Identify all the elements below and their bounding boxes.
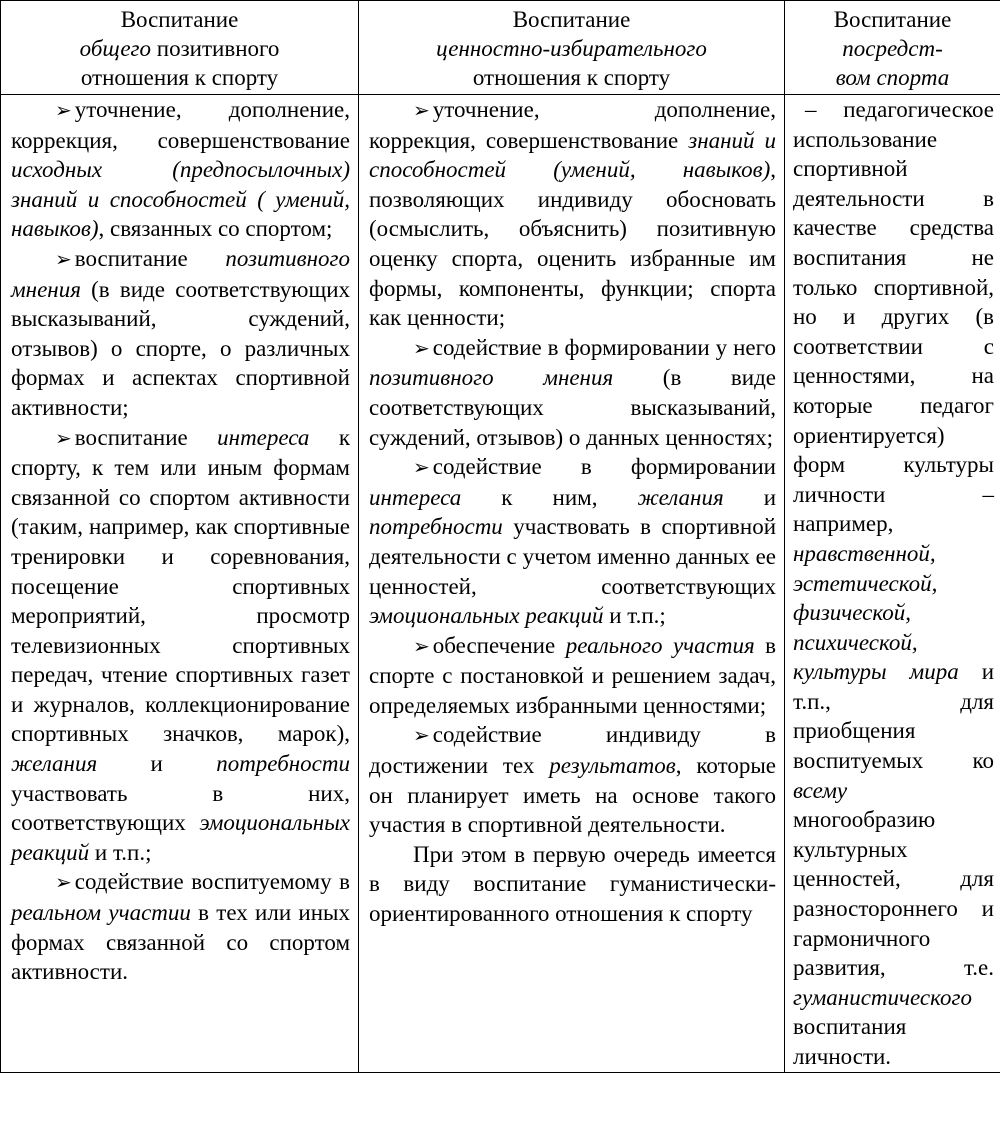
italic-text: результатов xyxy=(549,753,676,779)
content-row xyxy=(1,95,1000,1073)
italic-text: позитивного мнения xyxy=(369,365,614,391)
header-cell xyxy=(359,1,785,95)
column-through-sport xyxy=(785,95,1000,1073)
text-run: Воспитание xyxy=(833,7,952,32)
text-run: к спорту, к тем или иным формам связанной со спортом активности (таким, например, как спортивные тренировки и соревнования, посещение спортивных мероприятий, просмотр телевизионных спортивных передач, чтение спортивных газет и журналов, коллекционирование спортивных значков, марок), xyxy=(11,424,350,747)
text-run: Воспитание xyxy=(120,7,239,32)
text-run: воспитание xyxy=(74,424,218,450)
text-run: При этом в первую очередь имеется в виду воспитание гуманистически-ориентированного отношения к спорту xyxy=(369,841,776,927)
text-run: , связанных со спортом; xyxy=(98,216,333,242)
header-line xyxy=(365,34,778,63)
italic-text: эмоциональных реакций xyxy=(11,810,350,865)
bullet-item xyxy=(369,720,776,839)
header-line xyxy=(365,5,778,34)
text-run: (в виде соответствующих высказываний, суждений, отзывов) о данных ценностях; xyxy=(369,365,776,450)
text-run: обеспечение xyxy=(432,632,566,658)
italic-text: потребности xyxy=(216,751,350,777)
italic-text: всему xyxy=(793,777,848,803)
italic-text: общего xyxy=(79,36,152,61)
text-run: многообразию культурных ценностей, для разностороннего и гармоничного развития, т.е. xyxy=(793,807,994,981)
column-value-selective-attitude xyxy=(359,95,785,1073)
header-line xyxy=(791,63,994,92)
italic-text: реальном участии xyxy=(11,900,191,926)
italic-text: гуманистического xyxy=(793,984,972,1010)
header-line xyxy=(365,63,778,92)
arrow-bullet-icon: ➢ xyxy=(413,723,430,748)
italic-text: посредст- xyxy=(842,36,943,61)
italic-text: ценностно-избирательного xyxy=(436,36,707,61)
bullet-item xyxy=(11,244,350,423)
text-run: содействие воспитуемому в xyxy=(74,869,350,895)
arrow-bullet-icon: ➢ xyxy=(55,98,72,122)
header-line xyxy=(791,5,994,34)
italic-text: исходных (предпосылочных) знаний и способностей ( умений, навыков) xyxy=(11,157,350,242)
text-run: отношения к спорту xyxy=(80,65,279,90)
arrow-bullet-icon: ➢ xyxy=(413,633,430,658)
paragraph xyxy=(369,840,776,929)
text-run: уточнение, дополнение, коррекция, совершенствование xyxy=(11,97,350,153)
text-run: в тех или иных формах связанной со спортом активности. xyxy=(11,900,350,985)
column-general-attitude xyxy=(1,95,359,1073)
header-cell xyxy=(785,1,1000,95)
bullet-item xyxy=(369,452,776,631)
bullet-item xyxy=(369,333,776,452)
header-line xyxy=(791,34,994,63)
italic-text: желания xyxy=(637,484,724,510)
italic-text: реального участия xyxy=(565,632,755,658)
text-run: и т.п., для приобщения воспитуемых ко xyxy=(793,659,994,774)
arrow-bullet-icon: ➢ xyxy=(413,98,430,122)
text-run: отношения к спорту xyxy=(472,65,671,90)
bullet-item xyxy=(369,95,776,333)
text-run: содействие в формировании xyxy=(432,454,776,480)
text-run: содействие индивиду в достижении тех xyxy=(369,722,776,779)
text-run: участвовать в спортивной деятельности с учетом именно данных ее ценностей, соответствующих xyxy=(369,514,776,599)
text-run: уточнение, дополнение, коррекция, совершенствование xyxy=(369,97,776,153)
bullet-item xyxy=(11,423,350,868)
text-run: и xyxy=(97,751,217,777)
header-row xyxy=(1,1,1000,95)
arrow-bullet-icon: ➢ xyxy=(55,425,72,450)
arrow-bullet-icon: ➢ xyxy=(55,870,72,895)
bullet-item xyxy=(369,631,776,721)
text-run: и xyxy=(723,484,776,510)
text-run: , которые он планирует иметь на основе такого участия в спортивной деятельности. xyxy=(369,753,776,838)
text-run: содействие в формировании у него xyxy=(432,334,776,360)
header-cell xyxy=(1,1,359,95)
bullet-item xyxy=(11,867,350,986)
text-run: участвовать в них, соответствующих xyxy=(11,780,350,836)
italic-text: интереса xyxy=(369,484,462,510)
arrow-bullet-icon: ➢ xyxy=(413,455,430,480)
text-run: воспитание xyxy=(74,245,226,271)
header-line xyxy=(7,63,352,92)
arrow-bullet-icon: ➢ xyxy=(413,335,430,360)
italic-text: знаний и способностей (умений, навыков) xyxy=(369,127,776,183)
text-run: воспитания личности. xyxy=(793,1014,907,1069)
text-run: (в виде соответствующих высказываний, суждений, отзывов) о спорте, о различных формах и аспектах спортивной активности; xyxy=(11,276,350,420)
text-run: и т.п.; xyxy=(603,603,666,629)
text-run: в спорте с постановкой и решением задач, определяемых избранными ценностями; xyxy=(369,632,776,718)
italic-text: интереса xyxy=(217,424,310,450)
text-run: к ним, xyxy=(461,484,638,510)
text-run: – педагогическое использование спортивной деятельности в качестве средства воспитания не только спортивной, но и других (в соответствии с ценностями, на которые педагог ориентируется) форм культуры личности – например, xyxy=(793,97,994,537)
italic-text: потребности xyxy=(369,514,503,540)
text-run: , позволяющих индивиду обосновать (осмыслить, объяснить) позитивную оценку спорта, оценить избранные им формы, компоненты, функции; спорта как ценности; xyxy=(369,157,776,331)
italic-text: желания xyxy=(11,751,98,777)
header-line xyxy=(7,34,352,63)
text-run: позитивного xyxy=(151,36,280,61)
italic-text: позитивного мнения xyxy=(11,245,350,302)
italic-text: вом спорта xyxy=(835,65,950,90)
paragraph xyxy=(793,95,994,1072)
text-run: и т.п.; xyxy=(89,839,152,865)
italic-text: эмоциональных реакций xyxy=(369,603,604,629)
text-run: Воспитание xyxy=(512,7,631,32)
arrow-bullet-icon: ➢ xyxy=(55,246,72,271)
header-line xyxy=(7,5,352,34)
italic-text: нравственной, эстетической, физической, психической, культуры мира xyxy=(793,540,959,685)
bullet-item xyxy=(11,95,350,244)
